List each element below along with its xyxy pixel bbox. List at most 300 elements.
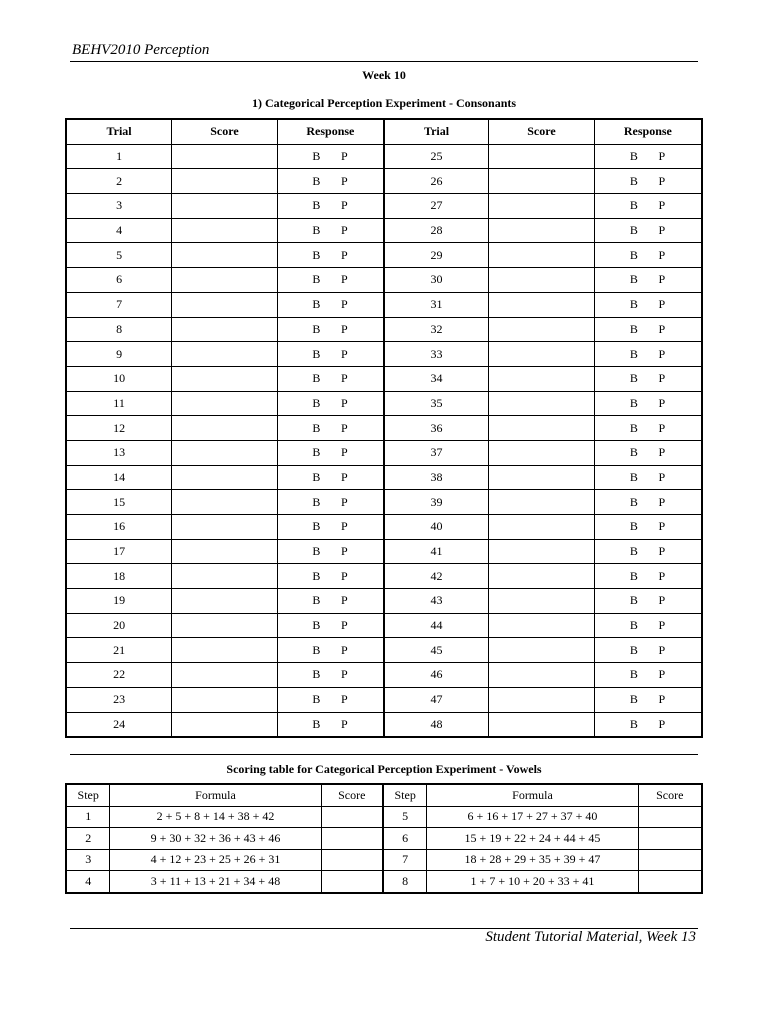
response-cell <box>594 490 702 515</box>
response-option-b[interactable]: B <box>629 544 638 559</box>
score-cell[interactable] <box>489 218 595 243</box>
score-cell[interactable] <box>638 871 702 893</box>
step-number: 6 <box>383 828 427 850</box>
score-cell[interactable] <box>489 144 595 169</box>
response-cell <box>277 440 384 465</box>
table-row <box>66 806 702 828</box>
table-row <box>66 465 702 490</box>
trial-number: 32 <box>384 317 489 342</box>
formula-cell: 6 + 16 + 17 + 27 + 37 + 40 <box>427 806 638 828</box>
table-row <box>66 169 702 194</box>
response-cell <box>277 342 384 367</box>
step-number: 3 <box>66 849 110 871</box>
table-row <box>66 366 702 391</box>
response-cell <box>277 515 384 540</box>
response-option-b[interactable]: B <box>312 667 321 682</box>
header-formula: Formula <box>427 784 638 806</box>
response-cell <box>277 663 384 688</box>
response-option-p[interactable]: P <box>658 247 666 262</box>
response-option-p[interactable]: P <box>341 716 348 731</box>
response-option-b[interactable]: B <box>629 494 638 509</box>
response-option-p[interactable]: P <box>341 420 348 435</box>
score-cell[interactable] <box>172 589 278 614</box>
table-row <box>66 638 702 663</box>
response-cell <box>594 391 702 416</box>
response-option-b[interactable]: B <box>312 593 321 608</box>
step-number: 4 <box>66 871 110 893</box>
response-cell <box>594 663 702 688</box>
score-cell[interactable] <box>638 828 702 850</box>
formula-cell: 18 + 28 + 29 + 35 + 39 + 47 <box>427 849 638 871</box>
score-cell[interactable] <box>172 391 278 416</box>
score-cell[interactable] <box>321 828 383 850</box>
consonants-header-row <box>66 119 702 144</box>
response-option-b[interactable]: B <box>312 198 321 213</box>
response-option-b[interactable]: B <box>312 716 321 731</box>
score-cell[interactable] <box>489 169 595 194</box>
trial-number: 48 <box>384 712 489 737</box>
response-option-b[interactable]: B <box>629 642 638 657</box>
score-cell[interactable] <box>489 268 595 293</box>
header-title: BEHV2010 Perception <box>72 42 210 58</box>
response-cell <box>594 440 702 465</box>
table-row <box>66 613 702 638</box>
trial-number: 17 <box>66 539 172 564</box>
response-option-b[interactable]: B <box>312 568 321 583</box>
formula-cell: 2 + 5 + 8 + 14 + 38 + 42 <box>110 806 321 828</box>
table-row <box>66 712 702 737</box>
response-cell <box>594 613 702 638</box>
score-cell[interactable] <box>172 342 278 367</box>
response-option-b[interactable]: B <box>312 321 321 336</box>
response-cell <box>277 317 384 342</box>
formula-cell: 15 + 19 + 22 + 24 + 44 + 45 <box>427 828 638 850</box>
score-cell[interactable] <box>321 849 383 871</box>
table-row <box>66 342 702 367</box>
header-trial: Trial <box>66 119 172 144</box>
response-cell <box>594 564 702 589</box>
response-option-b[interactable]: B <box>312 544 321 559</box>
response-option-b[interactable]: B <box>312 420 321 435</box>
response-option-b[interactable]: B <box>312 149 321 164</box>
trial-number: 46 <box>384 663 489 688</box>
response-option-b[interactable]: B <box>629 395 638 410</box>
response-cell <box>277 292 384 317</box>
score-cell[interactable] <box>489 564 595 589</box>
trial-number: 24 <box>66 712 172 737</box>
score-cell[interactable] <box>172 465 278 490</box>
response-option-p[interactable]: P <box>341 519 348 534</box>
week-heading: Week 10 <box>362 68 406 82</box>
score-cell[interactable] <box>172 539 278 564</box>
response-option-b[interactable]: B <box>629 568 638 583</box>
trial-number: 27 <box>384 194 489 219</box>
response-cell <box>594 218 702 243</box>
table-row <box>66 218 702 243</box>
score-cell[interactable] <box>172 613 278 638</box>
response-option-b[interactable]: B <box>312 395 321 410</box>
response-option-b[interactable]: B <box>629 593 638 608</box>
score-cell[interactable] <box>321 871 383 893</box>
response-option-p[interactable]: P <box>341 223 348 238</box>
response-option-b[interactable]: B <box>312 494 321 509</box>
response-cell <box>594 169 702 194</box>
response-cell <box>277 564 384 589</box>
trial-number: 1 <box>66 144 172 169</box>
score-cell[interactable] <box>172 490 278 515</box>
response-cell <box>594 515 702 540</box>
score-cell[interactable] <box>172 268 278 293</box>
score-cell[interactable] <box>489 687 595 712</box>
score-cell[interactable] <box>638 806 702 828</box>
response-option-p[interactable]: P <box>341 494 348 509</box>
score-cell[interactable] <box>489 292 595 317</box>
response-option-p[interactable]: P <box>341 198 348 213</box>
trial-number: 36 <box>384 416 489 441</box>
score-cell[interactable] <box>172 366 278 391</box>
response-option-b[interactable]: B <box>312 346 321 361</box>
response-option-p[interactable]: P <box>658 395 666 410</box>
response-option-p[interactable]: P <box>658 420 666 435</box>
response-option-p[interactable]: P <box>341 445 348 460</box>
response-option-p[interactable]: P <box>341 667 348 682</box>
response-option-p[interactable]: P <box>341 297 348 312</box>
response-cell <box>277 268 384 293</box>
response-cell <box>277 194 384 219</box>
response-option-p[interactable]: P <box>658 198 666 213</box>
response-cell <box>594 416 702 441</box>
response-option-b[interactable]: B <box>312 445 321 460</box>
response-option-b[interactable]: B <box>312 692 321 707</box>
response-option-p[interactable]: P <box>658 494 666 509</box>
response-option-p[interactable]: P <box>341 321 348 336</box>
response-option-b[interactable]: B <box>312 247 321 262</box>
response-cell <box>277 169 384 194</box>
consonants-table <box>65 118 703 738</box>
score-cell[interactable] <box>489 440 595 465</box>
header-formula: Formula <box>110 784 321 806</box>
response-option-b[interactable]: B <box>629 716 638 731</box>
vowels-title: Scoring table for Categorical Perception Experiment - Vowels <box>226 762 542 776</box>
score-cell[interactable] <box>489 638 595 663</box>
response-option-p[interactable]: P <box>658 223 666 238</box>
trial-number: 2 <box>66 169 172 194</box>
response-option-p[interactable]: P <box>658 469 666 484</box>
response-option-p[interactable]: P <box>658 173 666 188</box>
section-rule <box>70 754 698 755</box>
table-row <box>66 871 702 893</box>
response-cell <box>594 539 702 564</box>
response-cell <box>594 292 702 317</box>
header-trial: Trial <box>384 119 489 144</box>
response-cell <box>277 243 384 268</box>
score-cell[interactable] <box>489 663 595 688</box>
score-cell[interactable] <box>489 416 595 441</box>
response-option-p[interactable]: P <box>658 321 666 336</box>
response-option-p[interactable]: P <box>658 692 666 707</box>
trial-number: 26 <box>384 169 489 194</box>
step-number: 2 <box>66 828 110 850</box>
response-option-p[interactable]: P <box>341 642 348 657</box>
trial-number: 21 <box>66 638 172 663</box>
step-number: 5 <box>383 806 427 828</box>
response-option-p[interactable]: P <box>658 544 666 559</box>
response-option-p[interactable]: P <box>658 272 666 287</box>
trial-number: 7 <box>66 292 172 317</box>
trial-number: 12 <box>66 416 172 441</box>
score-cell[interactable] <box>172 416 278 441</box>
score-cell[interactable] <box>172 712 278 737</box>
response-cell <box>594 589 702 614</box>
response-cell <box>277 687 384 712</box>
response-option-p[interactable]: P <box>341 618 348 633</box>
score-cell[interactable] <box>489 366 595 391</box>
table-row <box>66 194 702 219</box>
response-option-p[interactable]: P <box>658 519 666 534</box>
trial-number: 3 <box>66 194 172 219</box>
table-row <box>66 515 702 540</box>
response-option-b[interactable]: B <box>629 445 638 460</box>
score-cell[interactable] <box>489 342 595 367</box>
trial-number: 43 <box>384 589 489 614</box>
response-option-p[interactable]: P <box>341 149 348 164</box>
table-row <box>66 268 702 293</box>
response-option-b[interactable]: B <box>312 173 321 188</box>
response-cell <box>277 638 384 663</box>
response-option-b[interactable]: B <box>312 469 321 484</box>
score-cell[interactable] <box>638 849 702 871</box>
header-score: Score <box>172 119 278 144</box>
trial-number: 19 <box>66 589 172 614</box>
header-score: Score <box>489 119 595 144</box>
table-row <box>66 828 702 850</box>
trial-number: 38 <box>384 465 489 490</box>
score-cell[interactable] <box>172 687 278 712</box>
table-row <box>66 440 702 465</box>
score-cell[interactable] <box>489 589 595 614</box>
score-cell[interactable] <box>489 243 595 268</box>
response-option-b[interactable]: B <box>629 272 638 287</box>
score-cell[interactable] <box>172 440 278 465</box>
response-option-p[interactable]: P <box>341 593 348 608</box>
trial-number: 28 <box>384 218 489 243</box>
response-cell <box>277 613 384 638</box>
response-cell <box>594 194 702 219</box>
table-row <box>66 292 702 317</box>
trial-number: 33 <box>384 342 489 367</box>
score-cell[interactable] <box>172 564 278 589</box>
response-option-p[interactable]: P <box>658 716 666 731</box>
score-cell[interactable] <box>172 144 278 169</box>
score-cell[interactable] <box>489 465 595 490</box>
trial-number: 16 <box>66 515 172 540</box>
trial-number: 42 <box>384 564 489 589</box>
table-row <box>66 564 702 589</box>
response-option-b[interactable]: B <box>312 618 321 633</box>
response-option-b[interactable]: B <box>629 618 638 633</box>
header-score: Score <box>638 784 702 806</box>
response-option-b[interactable]: B <box>629 371 638 386</box>
trial-number: 47 <box>384 687 489 712</box>
trial-number: 10 <box>66 366 172 391</box>
response-option-p[interactable]: P <box>341 371 348 386</box>
score-cell[interactable] <box>172 218 278 243</box>
response-option-p[interactable]: P <box>658 445 666 460</box>
score-cell[interactable] <box>489 712 595 737</box>
table-row <box>66 539 702 564</box>
table-row <box>66 144 702 169</box>
score-cell[interactable] <box>172 194 278 219</box>
trial-number: 37 <box>384 440 489 465</box>
score-cell[interactable] <box>172 292 278 317</box>
header-response: Response <box>277 119 384 144</box>
trial-number: 22 <box>66 663 172 688</box>
response-option-p[interactable]: P <box>658 371 666 386</box>
response-option-p[interactable]: P <box>658 642 666 657</box>
response-option-b[interactable]: B <box>312 371 321 386</box>
score-cell[interactable] <box>489 317 595 342</box>
score-cell[interactable] <box>489 490 595 515</box>
response-cell <box>277 391 384 416</box>
score-cell[interactable] <box>172 169 278 194</box>
score-cell[interactable] <box>489 391 595 416</box>
response-option-p[interactable]: P <box>341 469 348 484</box>
response-option-b[interactable]: B <box>629 149 638 164</box>
response-option-b[interactable]: B <box>312 642 321 657</box>
response-option-b[interactable]: B <box>629 346 638 361</box>
trial-number: 8 <box>66 317 172 342</box>
trial-number: 40 <box>384 515 489 540</box>
response-option-p[interactable]: P <box>341 568 348 583</box>
vowels-header-row <box>66 784 702 806</box>
response-option-b[interactable]: B <box>629 420 638 435</box>
score-cell[interactable] <box>489 613 595 638</box>
response-option-b[interactable]: B <box>629 247 638 262</box>
response-option-p[interactable]: P <box>658 593 666 608</box>
response-option-p[interactable]: P <box>341 346 348 361</box>
score-cell[interactable] <box>172 638 278 663</box>
response-cell <box>594 687 702 712</box>
trial-number: 13 <box>66 440 172 465</box>
trial-number: 39 <box>384 490 489 515</box>
score-cell[interactable] <box>172 317 278 342</box>
response-option-p[interactable]: P <box>658 568 666 583</box>
score-cell[interactable] <box>321 806 383 828</box>
table-row <box>66 243 702 268</box>
response-option-b[interactable]: B <box>629 198 638 213</box>
response-option-p[interactable]: P <box>341 544 348 559</box>
trial-number: 15 <box>66 490 172 515</box>
trial-number: 6 <box>66 268 172 293</box>
formula-cell: 1 + 7 + 10 + 20 + 33 + 41 <box>427 871 638 893</box>
trial-number: 25 <box>384 144 489 169</box>
response-option-b[interactable]: B <box>312 272 321 287</box>
response-cell <box>277 490 384 515</box>
trial-number: 18 <box>66 564 172 589</box>
score-cell[interactable] <box>489 515 595 540</box>
table-row <box>66 849 702 871</box>
step-number: 7 <box>383 849 427 871</box>
response-option-b[interactable]: B <box>312 519 321 534</box>
score-cell[interactable] <box>172 243 278 268</box>
response-option-b[interactable]: B <box>312 223 321 238</box>
step-number: 8 <box>383 871 427 893</box>
trial-number: 29 <box>384 243 489 268</box>
response-option-b[interactable]: B <box>629 667 638 682</box>
trial-number: 35 <box>384 391 489 416</box>
trial-number: 34 <box>384 366 489 391</box>
response-option-p[interactable]: P <box>658 149 666 164</box>
response-option-p[interactable]: P <box>658 667 666 682</box>
footer-text: Student Tutorial Material, Week 13 <box>485 929 696 945</box>
response-option-p[interactable]: P <box>341 395 348 410</box>
response-cell <box>277 539 384 564</box>
table-row <box>66 490 702 515</box>
score-cell[interactable] <box>489 194 595 219</box>
response-option-p[interactable]: P <box>658 297 666 312</box>
response-cell <box>277 589 384 614</box>
formula-cell: 4 + 12 + 23 + 25 + 26 + 31 <box>110 849 321 871</box>
response-cell <box>277 366 384 391</box>
trial-number: 11 <box>66 391 172 416</box>
response-option-p[interactable]: P <box>658 618 666 633</box>
header-rule <box>70 61 698 62</box>
trial-number: 5 <box>66 243 172 268</box>
response-option-p[interactable]: P <box>658 346 666 361</box>
response-option-b[interactable]: B <box>629 469 638 484</box>
response-cell <box>594 465 702 490</box>
response-option-b[interactable]: B <box>629 173 638 188</box>
table-row <box>66 416 702 441</box>
vowels-scoring-table <box>65 783 703 894</box>
score-cell[interactable] <box>172 663 278 688</box>
response-option-b[interactable]: B <box>629 223 638 238</box>
table-row <box>66 317 702 342</box>
response-option-b[interactable]: B <box>629 692 638 707</box>
response-option-p[interactable]: P <box>341 247 348 262</box>
header-step: Step <box>383 784 427 806</box>
response-cell <box>594 317 702 342</box>
response-cell <box>594 144 702 169</box>
table-row <box>66 687 702 712</box>
score-cell[interactable] <box>489 539 595 564</box>
response-cell <box>594 638 702 663</box>
response-option-b[interactable]: B <box>312 297 321 312</box>
response-option-b[interactable]: B <box>629 297 638 312</box>
response-option-p[interactable]: P <box>341 272 348 287</box>
response-cell <box>277 465 384 490</box>
trial-number: 41 <box>384 539 489 564</box>
response-cell <box>277 712 384 737</box>
response-cell <box>594 268 702 293</box>
trial-number: 45 <box>384 638 489 663</box>
response-cell <box>594 712 702 737</box>
formula-cell: 9 + 30 + 32 + 36 + 43 + 46 <box>110 828 321 850</box>
table-row <box>66 663 702 688</box>
score-cell[interactable] <box>172 515 278 540</box>
response-option-b[interactable]: B <box>629 519 638 534</box>
response-option-b[interactable]: B <box>629 321 638 336</box>
response-option-p[interactable]: P <box>341 692 348 707</box>
trial-number: 14 <box>66 465 172 490</box>
consonants-title: 1) Categorical Perception Experiment - Consonants <box>251 96 517 110</box>
header-score: Score <box>321 784 383 806</box>
formula-cell: 3 + 11 + 13 + 21 + 34 + 48 <box>110 871 321 893</box>
response-cell <box>277 218 384 243</box>
table-row <box>66 391 702 416</box>
trial-number: 44 <box>384 613 489 638</box>
response-option-p[interactable]: P <box>341 173 348 188</box>
